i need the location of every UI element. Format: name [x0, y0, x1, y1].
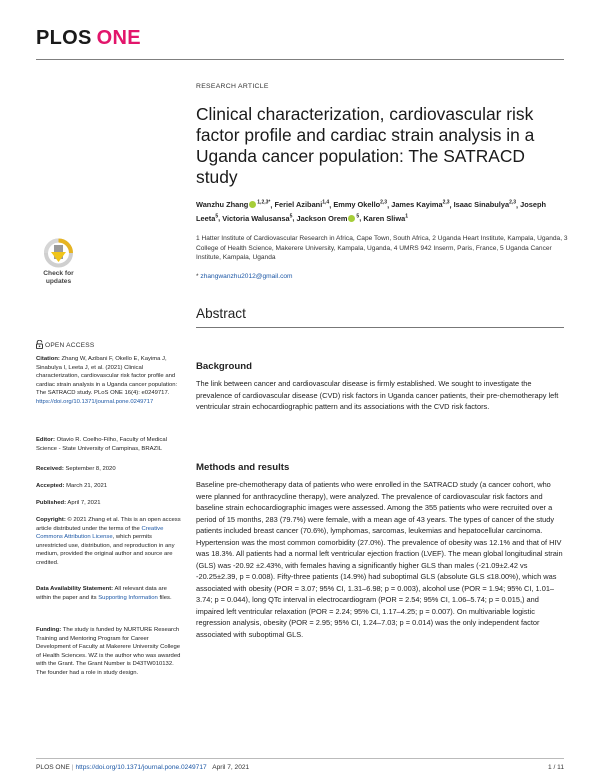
corresponding-email: * zhangwanzhu2012@gmail.com	[196, 273, 293, 280]
accepted-block: Accepted: March 21, 2021	[36, 483, 108, 489]
license-link[interactable]: Creative Commons Attribution License	[36, 525, 164, 540]
author[interactable]: Jackson Orem $^5$	[296, 213, 360, 223]
open-access-label: OPEN ACCESS	[36, 340, 94, 349]
abstract-heading: Abstract	[196, 306, 246, 321]
article-type: RESEARCH ARTICLE	[196, 83, 269, 90]
received-block: Received: September 8, 2020	[36, 466, 116, 472]
author[interactable]: James Kayima$^{2,3}$	[391, 200, 450, 210]
article-title: Clinical characterization, cardiovascular risk factor profile and cardiac strain analysis in a Uganda cancer population: The SATRACD study	[196, 104, 535, 187]
editor-block: Editor: Otavio R. Coelho-Filho, Faculty of Medical Science - State University of Campinas, BRAZIL	[36, 437, 167, 452]
journal-logo[interactable]	[36, 27, 141, 50]
author-list: Wanzhu Zhang $^{1,2,3*}$, Feriel Azibani$^{1,4}$, Emmy Okello$^{2,3}$, James Kayima$^{2,3}$, Isaac Sinabulya$^{2,3}$, Joseph Leeta$^5$, Victoria Walusansa$^5$, Jackson Orem $^5$, Karen Sliwa$^1$	[196, 200, 547, 223]
abstract-divider	[196, 327, 564, 328]
logo-one: ONE	[96, 27, 141, 49]
author[interactable]: Isaac Sinabulya$^{2,3}$	[453, 200, 517, 210]
data-availability-block: Data Availability Statement: All relevant data are within the paper and its Supporting Information files.	[36, 586, 172, 601]
methods-text: Baseline pre-chemotherapy data of patients who were enrolled in the SATRACD study (a cancer cohort, who were planned for anthracycline therapy), were analyzed. The prevalence of cardiovascular risk factors and baseline strain echocardiographic images were assessed. Among the 355 patients who were recruited over a period of 15 months, 283 (79.7%) were female, with a mean age of 43 years. The types of cancer of the study patients included breast cancer (70.6%), lymphomas, sarcomas, leukemias and hepatocellular carcinoma. Hypertension was the most common comorbidity (27.0%). The prevalence of obesity was 12.1% and that of HIV was 18.3%. All patients had a normal left ventricular ejection fraction (LVEF). The mean global longitudinal strain (GLS) was -20.92 ±2.43%, with females having a significantly higher GLS than males (-21.09±2.42 vs -20.25±2.39, p = 0.008). Fifty-three patients (14.9%) had suboptimal GLS (absolute GLS ≤18.00%), which was associated with obesity (POR = 3.07; 95% CI, 1.31–6.98; p = 0.003), alcohol use (POR = 1.94; 95% CI, 1.01–3.74; p = 0.044), long QTc interval in electrocardiogram (POR = 2.54; 95% CI, 1.06–5.74; p = 0.015,) and impaired left ventricular relaxation (POR = 2.24; 95% CI, 1.17–4.25; p = 0.007). On multivariable logistic regression analysis, obesity (POR = 2.95; 95% CI, 1.24–7.03; p = 0.014) was the only independent factor associated with suboptimal GLS.	[196, 480, 563, 639]
author[interactable]: Wanzhu Zhang $^{1,2,3*}$	[196, 200, 271, 210]
author[interactable]: Victoria Walusansa$^5$	[222, 213, 293, 223]
footer-citation: PLOS ONE | https://doi.org/10.1371/journal.pone.0249717 April 7, 2021	[36, 764, 250, 771]
methods-heading: Methods and results	[196, 462, 290, 473]
orcid-icon[interactable]	[348, 215, 355, 222]
funding-block: Funding: The study is funded by NURTURE Research Training and Mentoring Program for Career Development of Faculty at Makerere University College of Health Sciences. WZ is the author who was awarded with the Grant. The Grant Number is D43TW010132. The founder had a role in study design.	[36, 627, 181, 676]
citation-block: Citation: Zhang W, Azibani F, Okello E, Kayima J, Sinabulya I, Leeta J, et al. (2021) Clinical characterization, cardiovascular risk factor profile and cardiac strain analysis in a Uganda cancer population: The SATRACD study. PLoS ONE 16(4): e0249717. https://doi.org/10.1371/journal.pone.0249717	[36, 356, 178, 405]
check-for-updates-label[interactable]: Check for updates	[43, 270, 74, 285]
published-block: Published: April 7, 2021	[36, 500, 101, 506]
email-link[interactable]: zhangwanzhu2012@gmail.com	[200, 273, 293, 280]
logo-plos: PLOS	[36, 27, 92, 49]
header-divider	[36, 59, 564, 60]
copyright-block: Copyright: © 2021 Zhang et al. This is an open access article distributed under the terms of the Creative Commons Attribution License, which permits unrestricted use, distribution, and reproduction in any medium, provided the original author and source are credited.	[36, 517, 181, 566]
background-heading: Background	[196, 361, 252, 372]
author[interactable]: Emmy Okello$^{2,3}$	[333, 200, 388, 210]
footer-doi-link[interactable]: https://doi.org/10.1371/journal.pone.0249717	[75, 764, 207, 771]
citation-doi-link[interactable]: https://doi.org/10.1371/journal.pone.0249717	[36, 398, 154, 405]
supporting-information-link[interactable]: Supporting Information	[98, 594, 158, 601]
page-number: 1 / 11	[547, 764, 564, 771]
background-text: The link between cancer and cardiovascular disease is firmly established. We sought to investigate the prevalence of cardiovascular disease (CVD) risk factors in Uganda cancer patients, their pre-chemotherapy left ventricular strain echocardiographic pattern and its associations with the CVD risk factors.	[196, 379, 559, 411]
footer-divider	[36, 758, 564, 759]
orcid-icon[interactable]	[249, 201, 256, 208]
author[interactable]: Feriel Azibani$^{1,4}$	[274, 200, 330, 210]
affiliations: 1 Hatter Institute of Cardiovascular Research in Africa, Cape Town, South Africa, 2 Uganda Heart Institute, Kampala, Uganda, 3 College of Health Science, Makerere University, Kampala, Uganda, 4 UMRS 942 Inserm, Paris, France, 5 Uganda Cancer Institute, Kampala, Uganda	[196, 235, 568, 261]
open-lock-icon	[36, 340, 43, 349]
author[interactable]: Karen Sliwa$^1$	[363, 213, 408, 223]
author[interactable]: Joseph Leeta$^5$	[196, 200, 547, 223]
